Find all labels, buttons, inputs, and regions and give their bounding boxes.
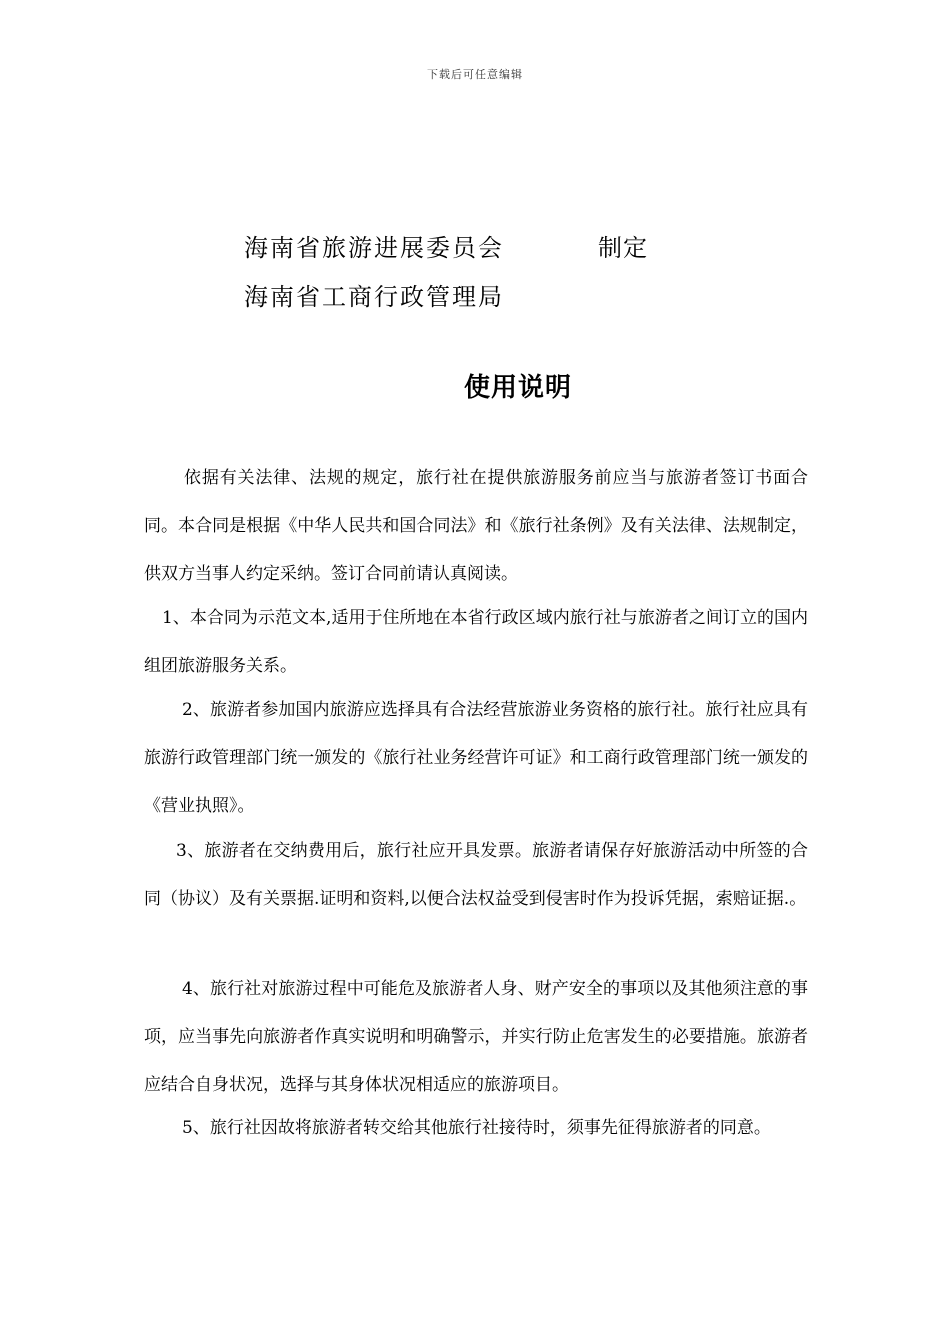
instruction-item-5-text: 5、旅行社因故将旅游者转交给其他旅行社接待时，须事先征得旅游者的同意。	[182, 1118, 771, 1138]
instruction-item-4-text: 4、旅行社对旅游过程中可能危及旅游者人身、财产安全的事项以及其他须注意的事项，应当事先向旅游者作真实说明和明确警示，并实行防止危害发生的必要措施。旅游者应结合自身状况，选择与其身体状况相适应的旅游项目。	[144, 979, 808, 1095]
page-title: 使用说明	[463, 373, 572, 403]
header-note: 下载后可任意编辑	[427, 68, 523, 81]
instruction-item-1-text: 1、本合同为示范文本,适用于住所地在本省行政区域内旅行社与旅游者之间订立的国内组团旅游服务关系。	[144, 608, 808, 676]
instruction-item-3-text: 3、旅游者在交纳费用后，旅行社应开具发票。旅游者请保存好旅游活动中所签的合同（协议）及有关票据.证明和资料,以便合法权益受到侵害时作为投诉凭据，索赔证据.。	[144, 841, 808, 909]
instruction-item-5	[144, 1104, 808, 1152]
intro-text: 依据有关法律、法规的规定，旅行社在提供旅游服务前应当与旅游者签订书面合同。本合同是根据《中华人民共和国合同法》和《旅行社条例》及有关法律、法规制定，供双方当事人约定采纳。签订合同前请认真阅读。	[144, 468, 808, 584]
instruction-item-4	[144, 965, 808, 1109]
intro-paragraph	[144, 454, 808, 598]
issuer-tourism-committee: 海南省旅游进展委员会	[244, 234, 504, 262]
issuer-suffix: 制定	[598, 234, 648, 262]
instruction-item-2	[144, 686, 808, 830]
instruction-item-2-text: 2、旅游者参加国内旅游应选择具有合法经营旅游业务资格的旅行社。旅行社应具有旅游行政管理部门统一颁发的《旅行社业务经营许可证》和工商行政管理部门统一颁发的《营业执照》。	[144, 700, 808, 816]
instruction-item-1	[144, 594, 808, 690]
issuer-commerce-bureau: 海南省工商行政管理局	[244, 283, 504, 311]
instruction-item-3	[144, 827, 808, 923]
